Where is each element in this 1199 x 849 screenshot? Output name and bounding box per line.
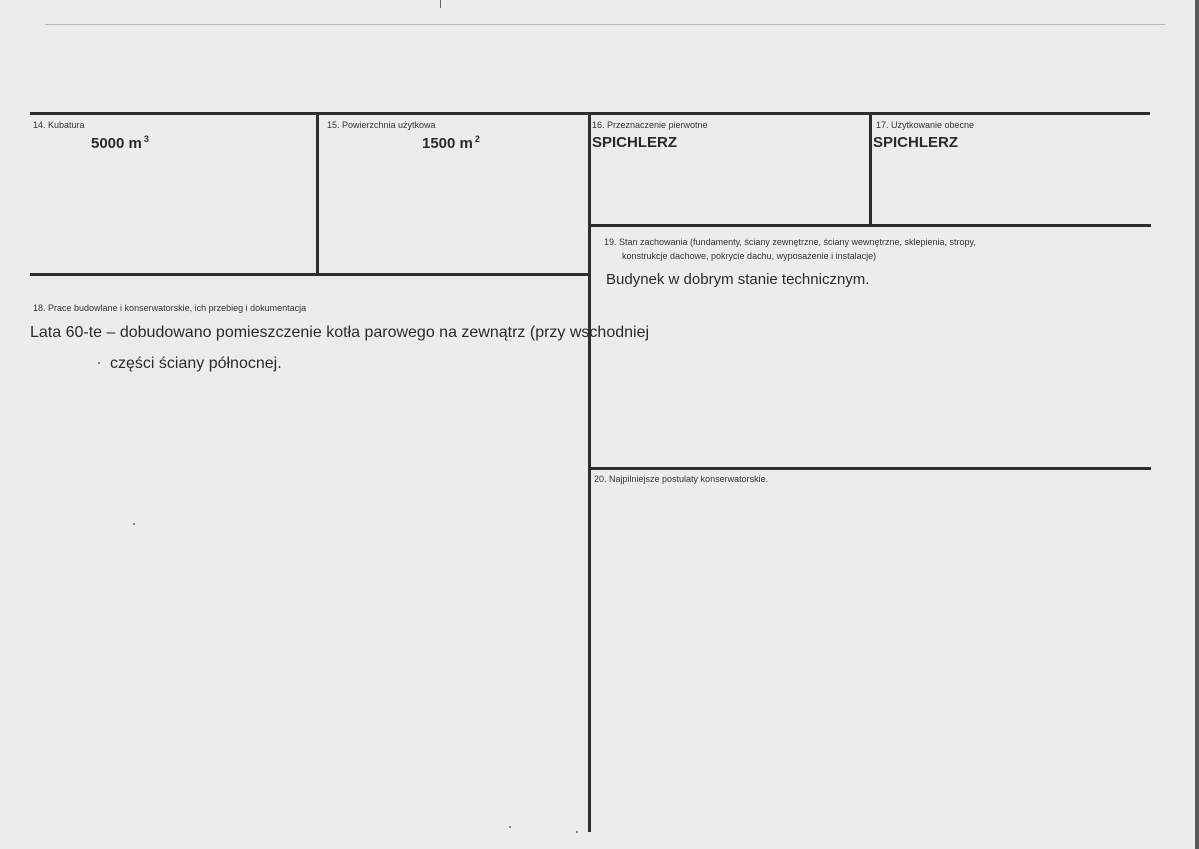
- divider-14-15: [316, 114, 319, 274]
- field-20-label: 20. Najpilniejsze postulaty konserwatorskie.: [594, 474, 769, 484]
- scan-speck: [576, 831, 578, 833]
- top-tick-mark: [440, 0, 441, 8]
- field-17-label: 17. Użytkowanie obecne: [876, 120, 975, 130]
- field-19-label-line2: konstrukcje dachowe, pokrycie dachu, wyposażenie i instalacje): [622, 251, 877, 261]
- divider-16-17: [869, 114, 872, 226]
- field-19-label-line1: 19. Stan zachowania (fundamenty, ściany zewnętrzne, ściany wewnętrzne, sklepienia, stropy,: [604, 237, 976, 247]
- divider-below-14-15: [30, 273, 590, 276]
- field-14-value: [91, 134, 149, 152]
- field-16-label: 16. Przeznaczenie pierwotne: [592, 120, 708, 130]
- divider-center: [588, 114, 591, 832]
- scan-edge: [1195, 0, 1199, 849]
- field-16-value: SPICHLERZ: [592, 134, 678, 151]
- scan-speck: [98, 362, 100, 364]
- divider-below-16-17: [590, 224, 1151, 227]
- scan-speck: [509, 826, 511, 828]
- field-18-label: 18. Prace budowlane i konserwatorskie, ich przebieg i dokumentacja: [33, 303, 307, 313]
- field-15-unit-sup: 2: [474, 134, 480, 144]
- field-18-text-line1: Lata 60-te – dobudowano pomieszczenie kotła parowego na zewnątrz (przy wschodniej: [30, 324, 650, 341]
- field-19-value: Budynek w dobrym stanie technicznym.: [606, 271, 870, 288]
- field-14-value-text: 5000 m: [91, 135, 142, 152]
- field-18-text-line2: części ściany północnej.: [110, 355, 282, 372]
- scan-speck: [133, 523, 135, 525]
- field-15-value-text: 1500 m: [422, 135, 473, 152]
- divider-below-19: [590, 467, 1151, 470]
- field-15-value: [422, 134, 480, 152]
- field-15-label: 15. Powierzchnia użytkowa: [327, 120, 436, 130]
- field-14-label: 14. Kubatura: [33, 120, 85, 130]
- field-14-unit-sup: 3: [143, 134, 149, 144]
- field-17-value: SPICHLERZ: [873, 134, 959, 151]
- top-scan-line: [45, 24, 1165, 25]
